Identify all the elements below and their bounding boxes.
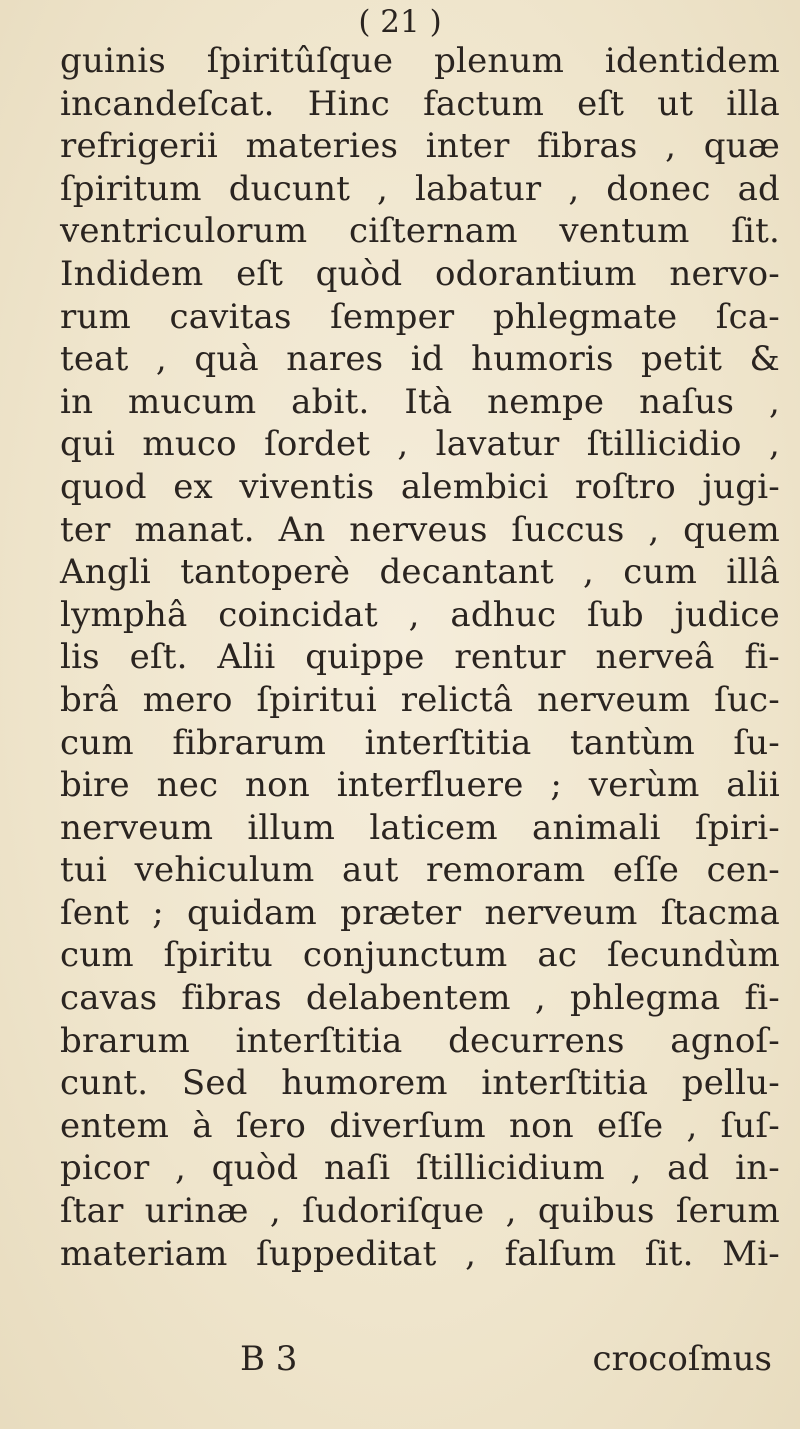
text-line: ſent ; quidam præter nerveum ſtacma (60, 892, 780, 933)
body-text (60, 40, 780, 1275)
text-line: rum cavitas ſemper phlegmate ſca- (60, 296, 780, 337)
text-line: Angli tantoperè decantant , cum illâ (60, 552, 780, 593)
text-line: ſpiritum ducunt , labatur , donec ad (60, 168, 780, 209)
text-line: Indidem eſt quòd odorantium nervo- (60, 253, 780, 294)
text-line: quod ex viventis alembici roſtro jugi- (60, 466, 780, 507)
catchword: crocoſmus (592, 1339, 772, 1379)
text-line: cum fibrarum interſtitia tantùm ſu- (60, 722, 780, 763)
text-line: brarum interſtitia decurrens agnoſ- (60, 1020, 780, 1061)
text-line: cum ſpiritu conjunctum ac ſecundùm (60, 935, 780, 976)
text-line: brâ mero ſpiritui relictâ nerveum ſuc- (60, 679, 780, 720)
text-line: nerveum illum laticem animali ſpiri- (60, 807, 780, 848)
text-line: entem à ſero diverſum non eſſe , ſuſ- (60, 1105, 780, 1146)
text-line: cunt. Sed humorem interſtitia pellu- (60, 1063, 780, 1104)
text-line: ter manat. An nerveus ſuccus , quem (60, 509, 780, 550)
text-line: in mucum abit. Ità nempe naſus , (60, 381, 780, 422)
page-number: ( 21 ) (358, 4, 442, 40)
text-line: teat , quà nares id humoris petit & (60, 339, 780, 380)
text-line: lis eſt. Alii quippe rentur nerveâ fi- (60, 637, 780, 678)
text-line: picor , quòd naſi ſtillicidium , ad in- (60, 1148, 780, 1189)
text-line: incandeſcat. Hinc factum eſt ut illa (60, 83, 780, 124)
text-line: qui muco ſordet , lavatur ſtillicidio , (60, 424, 780, 465)
text-line: tui vehiculum aut remoram eſſe cen- (60, 850, 780, 891)
text-line: guinis ſpiritûſque plenum identidem (60, 41, 780, 81)
text-line: ventriculorum ciſternam ventum ſit. (60, 211, 780, 252)
text-line: refrigerii materies inter fibras , quæ (60, 126, 780, 167)
text-line: bire nec non interfluere ; verùm alii (60, 765, 780, 806)
page-footer (60, 1338, 780, 1382)
text-line: materiam ſuppeditat , falſum ſit. Mi- (60, 1233, 780, 1274)
text-line: ſtar urinæ , ſudoriſque , quibus ſerum (60, 1191, 780, 1232)
signature-mark: B 3 (240, 1339, 298, 1379)
text-line: lymphâ coincidat , adhuc ſub judice (60, 594, 780, 635)
text-line: cavas fibras delabentem , phlegma fi- (60, 978, 780, 1019)
